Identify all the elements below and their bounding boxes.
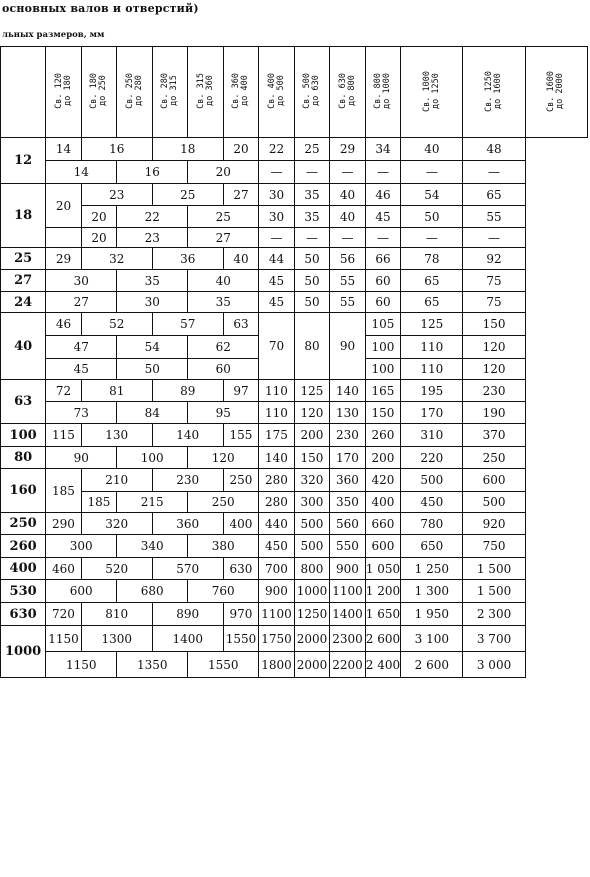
table-cell: 16 [81,138,152,161]
table-cell: 97 [223,380,259,402]
table-row [1,206,588,228]
table-cell: 90 [46,447,117,469]
table-cell: 25 [152,184,223,206]
table-row [1,402,588,424]
table-cell: 3 000 [463,652,525,678]
table-cell: 23 [117,228,188,248]
table-cell: 220 [401,447,463,469]
table-row [1,161,588,184]
table-cell: 120 [463,359,525,380]
table-cell: 1150 [46,652,117,678]
table-cell: 1350 [117,652,188,678]
table-cell: 50 [294,248,330,270]
table-row [1,469,588,492]
table-cell: 27 [223,184,259,206]
table-cell: 29 [46,248,82,270]
table-cell: 29 [330,138,366,161]
table-cell: 800 [294,558,330,580]
table-cell: 40 [188,270,259,292]
table-cell: 20 [223,138,259,161]
table-cell: 48 [463,138,525,161]
table-cell: 970 [223,603,259,626]
table-cell: 50 [294,292,330,313]
header-cell: Св. 400 до 500 [259,47,295,138]
table-cell: 530 [1,580,46,603]
table-cell: 175 [259,424,295,447]
table-cell: 100 [365,336,401,359]
table-cell: 3 100 [401,626,463,652]
table-cell: 45 [365,206,401,228]
table-cell: 650 [401,535,463,558]
table-cell: 165 [365,380,401,402]
table-cell: 110 [401,359,463,380]
table-cell: 2200 [330,652,366,678]
table-cell: 100 [365,359,401,380]
table-cell: 27 [46,292,117,313]
table-cell: 1 950 [401,603,463,626]
table-cell: 40 [223,248,259,270]
table-cell: 210 [81,469,152,492]
table-cell: 500 [401,469,463,492]
table-cell: 81 [81,380,152,402]
table-cell: 370 [463,424,525,447]
table-row [1,603,588,626]
table-cell: 55 [463,206,525,228]
header-cell: Св. 800 до 1000 [365,47,401,138]
table-cell: 80 [1,447,46,469]
table-cell: 34 [365,138,401,161]
table-cell: 12 [1,138,46,184]
table-cell: 60 [365,292,401,313]
table-cell: — [463,161,525,184]
table-cell: 2000 [294,652,330,678]
table-cell: 250 [188,492,259,513]
table-cell: 1300 [81,626,152,652]
table-cell: 40 [1,313,46,380]
table-cell: 80 [294,313,330,380]
table-row [1,447,588,469]
table-row [1,580,588,603]
table-cell: 40 [401,138,463,161]
table-cell: 250 [223,469,259,492]
table-cell: 2000 [294,626,330,652]
header-cell: Св. 120 до 180 [46,47,82,138]
table-cell: 60 [188,359,259,380]
table-cell: 280 [259,469,295,492]
table-cell: 125 [401,313,463,336]
table-cell: — [463,228,525,248]
table-cell: 400 [223,513,259,535]
table-cell: 2 600 [401,652,463,678]
table-cell: 35 [294,206,330,228]
table-cell: 200 [294,424,330,447]
table-cell: 440 [259,513,295,535]
table-cell: 160 [1,469,46,513]
table-cell: 280 [259,492,295,513]
table-cell: 35 [294,184,330,206]
table-cell: 47 [46,336,117,359]
table-cell: 250 [1,513,46,535]
table-row [1,424,588,447]
table-cell: 1800 [259,652,295,678]
table-cell: 890 [152,603,223,626]
header-cell: Св. 250 до 280 [117,47,153,138]
table-cell: 600 [463,469,525,492]
table-subheader: льных размеров, мм [2,30,105,40]
table-cell: 55 [330,270,366,292]
table-cell: 55 [330,292,366,313]
table-cell: 560 [330,513,366,535]
table-cell: — [365,228,401,248]
table-cell: 14 [46,138,82,161]
table-cell: 30 [259,206,295,228]
table-cell: 680 [117,580,188,603]
table-cell: 73 [46,402,117,424]
table-cell: 300 [294,492,330,513]
header-cell: Св. 180 до 250 [81,47,117,138]
table-cell: 40 [330,206,366,228]
table-cell: 1150 [46,626,82,652]
header-cell: Св. 280 до 315 [152,47,188,138]
table-row [1,380,588,402]
table-cell: 90 [330,313,366,380]
table-cell: 1550 [223,626,259,652]
table-cell: 50 [294,270,330,292]
table-cell: 72 [46,380,82,402]
table-cell: 30 [259,184,295,206]
table-cell: 65 [401,292,463,313]
table-cell: 185 [46,469,82,513]
table-cell: 46 [365,184,401,206]
table-cell: 150 [463,313,525,336]
table-cell: 155 [223,424,259,447]
table-cell: 810 [81,603,152,626]
table-cell: 45 [259,270,295,292]
table-cell: 60 [365,270,401,292]
table-row [1,513,588,535]
table-cell: 1 300 [401,580,463,603]
table-cell: 500 [294,513,330,535]
table-cell: 84 [117,402,188,424]
table-row [1,492,588,513]
table-cell: 22 [117,206,188,228]
table-cell: 185 [81,492,117,513]
table-cell: 780 [401,513,463,535]
table-cell: 66 [365,248,401,270]
table-cell: 2300 [330,626,366,652]
table-cell: 140 [152,424,223,447]
table-cell: 200 [365,447,401,469]
table-cell: 750 [463,535,525,558]
table-cell: 89 [152,380,223,402]
table-cell: 75 [463,292,525,313]
table-cell: 20 [81,206,117,228]
table-cell: — [294,161,330,184]
header-cell: Св. 1600 до 2000 [525,47,587,138]
table-cell: 120 [188,447,259,469]
table-cell: 600 [365,535,401,558]
table-cell: 18 [152,138,223,161]
table-cell: 350 [330,492,366,513]
table-cell: 62 [188,336,259,359]
table-cell: 2 300 [463,603,525,626]
table-cell: 78 [401,248,463,270]
table-row [1,652,588,678]
table-cell: 63 [1,380,46,424]
table-cell: 195 [401,380,463,402]
table-cell: 23 [81,184,152,206]
table-cell: 2 600 [365,626,401,652]
table-cell: 450 [401,492,463,513]
table-cell: 660 [365,513,401,535]
header-cell: Св. 360 до 400 [223,47,259,138]
table-cell: 120 [463,336,525,359]
table-cell: 1 500 [463,558,525,580]
table-cell: 450 [259,535,295,558]
tolerance-table [0,46,588,678]
table-row [1,558,588,580]
table-cell: 50 [401,206,463,228]
table-cell: 1100 [330,580,366,603]
table-cell: 2 400 [365,652,401,678]
table-cell: 570 [152,558,223,580]
table-cell: 150 [294,447,330,469]
table-cell: 190 [463,402,525,424]
table-cell: 260 [365,424,401,447]
table-cell: 75 [463,270,525,292]
table-cell: 25 [294,138,330,161]
table-row [1,270,588,292]
table-cell: — [365,161,401,184]
table-cell: 520 [81,558,152,580]
table-row [1,184,588,206]
table-cell: 500 [463,492,525,513]
table-cell: 360 [330,469,366,492]
table-row [1,535,588,558]
table-cell: 720 [46,603,82,626]
table-cell: 18 [1,184,46,248]
table-cell: 92 [463,248,525,270]
table-cell: 230 [463,380,525,402]
table-cell: — [401,161,463,184]
table-cell [46,228,82,248]
table-cell: 630 [223,558,259,580]
table-cell: 16 [117,161,188,184]
header-cell: Св. 1250 до 1600 [463,47,525,138]
table-cell: 115 [46,424,82,447]
table-cell: — [259,161,295,184]
table-cell: 1000 [294,580,330,603]
table-cell: 1000 [1,626,46,678]
table-row [1,138,588,161]
table-cell: 20 [81,228,117,248]
table-cell: 30 [117,292,188,313]
table-cell: 1550 [188,652,259,678]
table-cell: 380 [188,535,259,558]
table-cell: 1100 [259,603,295,626]
table-cell: 300 [46,535,117,558]
table-cell: 56 [330,248,366,270]
table-cell: 215 [117,492,188,513]
table-cell: 27 [188,228,259,248]
table-cell: — [259,228,295,248]
table-cell: 120 [294,402,330,424]
table-cell: 63 [223,313,259,336]
table-cell: 360 [152,513,223,535]
table-cell: 1250 [294,603,330,626]
table-cell: 57 [152,313,223,336]
table-cell: 54 [401,184,463,206]
table-cell: 110 [259,402,295,424]
table-caption: основных валов и отверстий) [2,2,199,15]
table-cell: 550 [330,535,366,558]
table-cell: 140 [259,447,295,469]
table-cell: 45 [259,292,295,313]
table-cell: 100 [117,447,188,469]
table-cell: 35 [117,270,188,292]
table-cell: 320 [294,469,330,492]
table-row [1,292,588,313]
table-cell: 100 [1,424,46,447]
table-cell: 1 650 [365,603,401,626]
table-cell: 3 700 [463,626,525,652]
table-cell: 45 [46,359,117,380]
table-cell: 110 [259,380,295,402]
table-cell: 150 [365,402,401,424]
table-cell: 46 [46,313,82,336]
table-cell: 320 [81,513,152,535]
table-cell: 35 [188,292,259,313]
table-cell: 260 [1,535,46,558]
table-cell: 44 [259,248,295,270]
table-cell: 230 [152,469,223,492]
table-row [1,313,588,336]
table-cell: 420 [365,469,401,492]
table-cell: 65 [401,270,463,292]
table-cell: 140 [330,380,366,402]
table-cell: 50 [117,359,188,380]
table-cell: 1 200 [365,580,401,603]
header-cell [1,47,46,138]
table-cell: 900 [330,558,366,580]
table-cell: 25 [1,248,46,270]
header-cell: Св. 500 до 630 [294,47,330,138]
table-cell: — [401,228,463,248]
table-cell: 40 [330,184,366,206]
table-cell: 600 [46,580,117,603]
table-row [1,228,588,248]
table-cell: 54 [117,336,188,359]
table-cell: — [330,161,366,184]
table-cell: 920 [463,513,525,535]
table-cell: 900 [259,580,295,603]
table-cell: 110 [401,336,463,359]
table-cell: 52 [81,313,152,336]
header-cell: Св. 1000 до 1250 [401,47,463,138]
table-cell: 125 [294,380,330,402]
table-cell: 310 [401,424,463,447]
table-cell: 290 [46,513,82,535]
table-cell: 25 [188,206,259,228]
table-cell: 400 [365,492,401,513]
table-cell: 500 [294,535,330,558]
table-cell: 700 [259,558,295,580]
table-cell: 250 [463,447,525,469]
table-cell: 130 [330,402,366,424]
table-cell: 1750 [259,626,295,652]
table-cell: 170 [330,447,366,469]
table-cell: 1 250 [401,558,463,580]
table-cell: 630 [1,603,46,626]
table-cell: 400 [1,558,46,580]
table-cell: 70 [259,313,295,380]
table-cell: 95 [188,402,259,424]
table-cell: 170 [401,402,463,424]
header-cell: Св. 315 до 360 [188,47,224,138]
table-cell: 32 [81,248,152,270]
table-cell: 20 [46,184,82,228]
table-cell: 36 [152,248,223,270]
table-cell: 27 [1,270,46,292]
table-cell: — [294,228,330,248]
table-cell: — [330,228,366,248]
table-cell: 20 [188,161,259,184]
table-cell: 1400 [330,603,366,626]
table-cell: 1 050 [365,558,401,580]
table-cell: 24 [1,292,46,313]
table-cell: 22 [259,138,295,161]
header-row [1,47,588,138]
table-body [1,138,588,678]
table-cell: 1400 [152,626,223,652]
table-cell: 130 [81,424,152,447]
table-row [1,248,588,270]
table-cell: 65 [463,184,525,206]
table-row [1,626,588,652]
table-cell: 460 [46,558,82,580]
table-cell: 105 [365,313,401,336]
header-cell: Св. 630 до 800 [330,47,366,138]
table-cell: 30 [46,270,117,292]
table-cell: 340 [117,535,188,558]
table-cell: 230 [330,424,366,447]
table-cell: 14 [46,161,117,184]
table-cell: 1 500 [463,580,525,603]
table-cell: 760 [188,580,259,603]
